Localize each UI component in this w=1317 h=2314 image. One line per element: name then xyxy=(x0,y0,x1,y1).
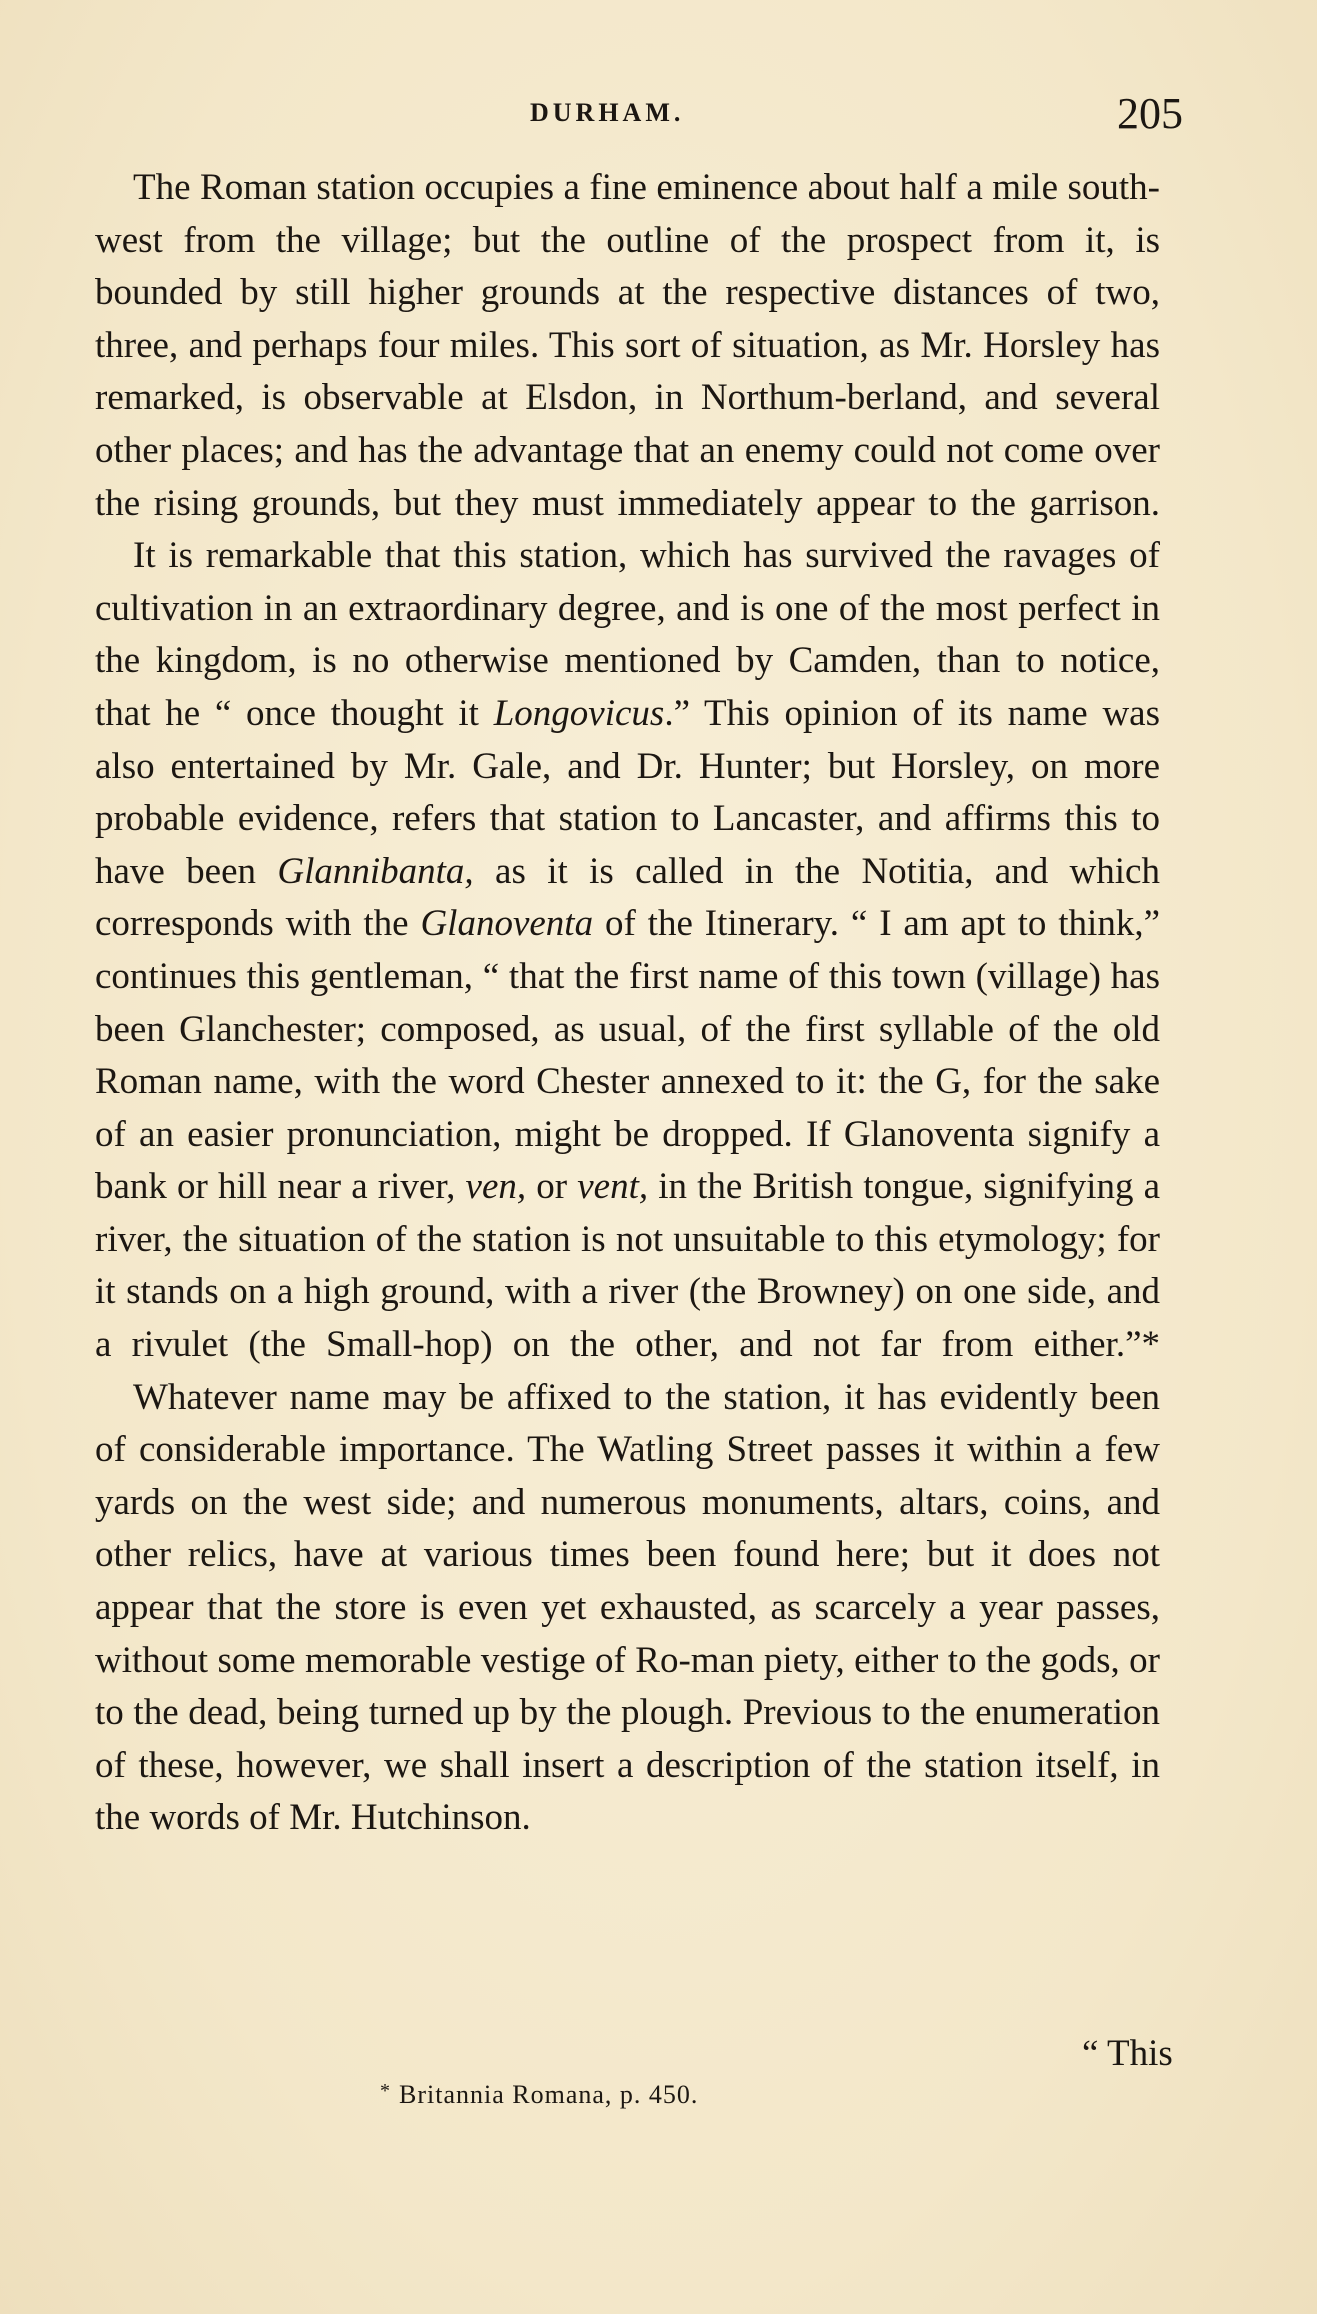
footnote xyxy=(380,2080,698,2110)
page-number: 205 xyxy=(1117,89,1183,138)
text-run: of the Itinerary. “ I am apt to think,” continues this gentleman, “ that the first name of this town (village) has been Glanchester; composed, as usual, of the first syllable of the old Roman name, with the word Chester annexed to it: the G, for the sake of an easier pronunciation, might be dropped. If Glanoventa signify a bank or hill near a river, xyxy=(95,903,1160,1208)
text-run: or xyxy=(526,1166,578,1208)
italic-text-run: Glanoventa xyxy=(420,903,594,945)
italic-text-run: ven, xyxy=(465,1166,527,1208)
body-text xyxy=(95,162,1160,1845)
paragraph-2 xyxy=(95,530,1160,1372)
italic-text-run: vent, xyxy=(577,1166,649,1208)
text-run: The Roman station occupies a fine eminence about half a mile south-west from the village; but the outline of the prospect from it, is bounded by still higher grounds at the respective distances of two, three, and perhaps four miles. This sort of situation, as Mr. Horsley has remarked, is observable at Elsdon, in Northum-berland, and several other places; and has the advantage that an enemy could not come over the rising grounds, but they must immediately appear to the garrison. xyxy=(95,167,1160,524)
text-run: .” This opinion of its name was also entertained by Mr. Gale, and Dr. Hunter; but Horsley, on more probable evidence, refers that station to Lancaster, and affirms this to have been xyxy=(95,692,1161,892)
text-run: as it is called in the Notitia, and which corresponds with the xyxy=(95,850,1160,945)
footnote-text: Britannia Romana, p. 450. xyxy=(399,2080,699,2109)
italic-text-run: Longovicus xyxy=(493,692,665,734)
catchword: “ This xyxy=(1082,2033,1173,2074)
paragraph-3 xyxy=(95,1372,1160,1845)
text-run: Whatever name may be affixed to the station, it has evidently been of considerable importance. The Watling Street passes it within a few yards on the west side; and numerous monuments, altars, coins, and other relics, have at various times been found here; but it does not appear that the store is even yet exhausted, as scarcely a year passes, without some memorable vestige of Ro-man piety, either to the gods, or to the dead, being turned up by the plough. Previous to the enumeration of these, however, we shall insert a description of the station itself, in the words of Mr. Hutchinson. xyxy=(95,1376,1160,1839)
paragraph-1 xyxy=(95,162,1160,530)
text-run: It is remarkable that this station, which has survived the ravages of cultivation in an extraordinary degree, and is one of the most perfect in the kingdom, is no otherwise mentioned by Camden, than to notice, that he “ once thought it xyxy=(95,535,1160,734)
italic-text-run: Glannibanta, xyxy=(277,850,474,892)
text-run: in the British tongue, signifying a river, the situation of the station is not unsuitable to this etymology; for it stands on a high ground, with a river (the Browney) on one side, and a rivulet (the Small-hop) on the other, and not far from either.”* xyxy=(95,1166,1160,1366)
running-head: DURHAM. xyxy=(530,98,685,127)
footnote-mark: * xyxy=(380,2080,391,2102)
